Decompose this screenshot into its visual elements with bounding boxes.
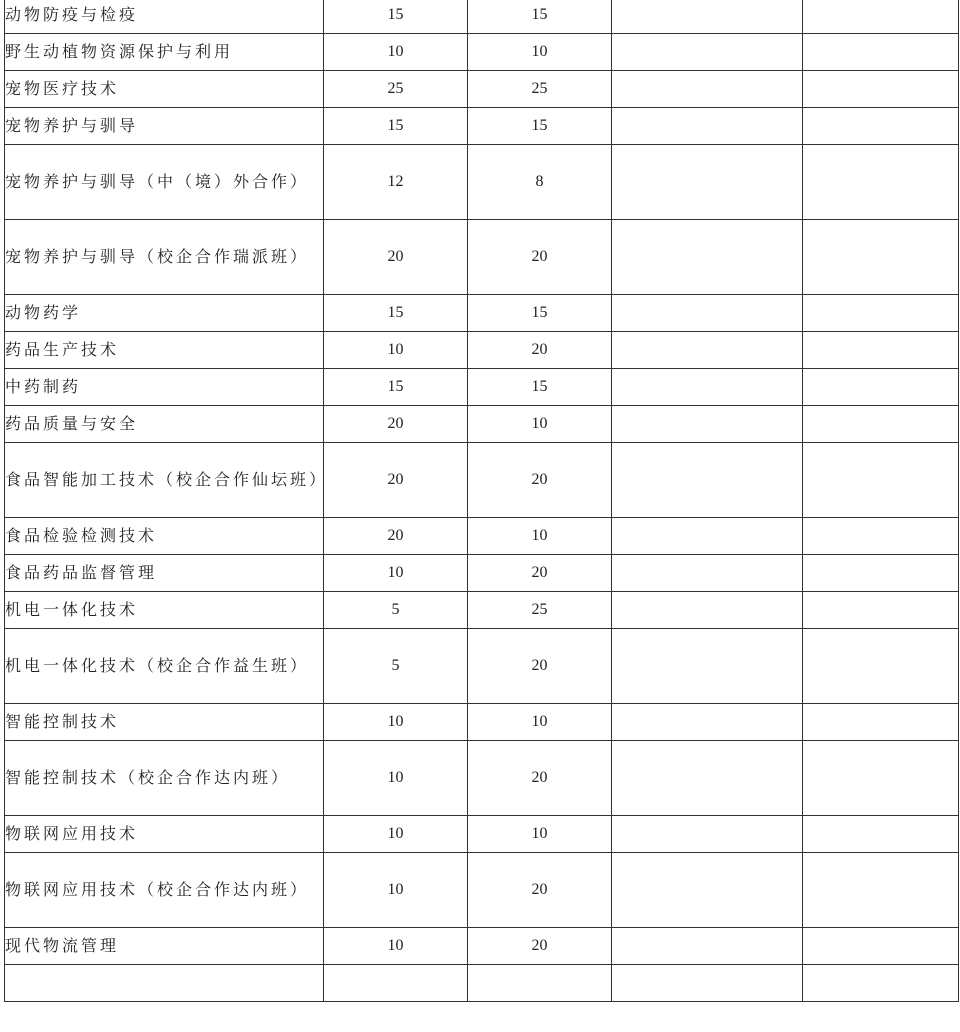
quota-cell-b: 25	[468, 71, 612, 108]
major-name-cell: 宠物养护与驯导	[5, 108, 324, 145]
quota-cell-b: 10	[468, 406, 612, 443]
table-row	[5, 145, 959, 220]
major-name-cell: 现代物流管理	[5, 928, 324, 965]
table-row	[5, 0, 959, 34]
empty-cell	[612, 816, 803, 853]
quota-cell-a: 20	[324, 443, 468, 518]
major-name-cell: 智能控制技术（校企合作达内班）	[5, 741, 324, 816]
empty-cell	[612, 965, 803, 1002]
major-name-cell: 机电一体化技术（校企合作益生班）	[5, 629, 324, 704]
quota-cell-a: 20	[324, 406, 468, 443]
quota-cell-a	[324, 965, 468, 1002]
major-name-cell: 野生动植物资源保护与利用	[5, 34, 324, 71]
quota-cell-a: 10	[324, 332, 468, 369]
empty-cell	[803, 71, 959, 108]
empty-cell	[803, 34, 959, 71]
empty-cell	[803, 332, 959, 369]
empty-cell	[612, 443, 803, 518]
table-row	[5, 629, 959, 704]
table-row	[5, 518, 959, 555]
quota-cell-b: 8	[468, 145, 612, 220]
quota-cell-a: 10	[324, 928, 468, 965]
quota-cell-b: 10	[468, 704, 612, 741]
quota-cell-b: 20	[468, 741, 612, 816]
table-row	[5, 443, 959, 518]
empty-cell	[803, 816, 959, 853]
empty-cell	[612, 332, 803, 369]
empty-cell	[612, 406, 803, 443]
enrollment-plan-table	[4, 0, 959, 1002]
table-row	[5, 220, 959, 295]
empty-cell	[612, 71, 803, 108]
empty-cell	[612, 704, 803, 741]
empty-cell	[803, 145, 959, 220]
quota-cell-a: 25	[324, 71, 468, 108]
major-name-cell: 宠物养护与驯导（校企合作瑞派班）	[5, 220, 324, 295]
quota-cell-a: 20	[324, 220, 468, 295]
quota-cell-a: 5	[324, 629, 468, 704]
table-row	[5, 34, 959, 71]
table-row	[5, 741, 959, 816]
empty-cell	[803, 555, 959, 592]
empty-cell	[803, 629, 959, 704]
quota-cell-a: 15	[324, 295, 468, 332]
empty-cell	[612, 145, 803, 220]
empty-cell	[612, 928, 803, 965]
quota-cell-b: 10	[468, 34, 612, 71]
table-row	[5, 555, 959, 592]
major-name-cell	[5, 965, 324, 1002]
enrollment-table-wrapper	[4, 0, 958, 1002]
empty-cell	[803, 965, 959, 1002]
major-name-cell: 物联网应用技术（校企合作达内班）	[5, 853, 324, 928]
quota-cell-a: 10	[324, 741, 468, 816]
quota-cell-b: 20	[468, 220, 612, 295]
quota-cell-b: 20	[468, 443, 612, 518]
empty-cell	[803, 108, 959, 145]
major-name-cell: 食品检验检测技术	[5, 518, 324, 555]
empty-cell	[803, 0, 959, 34]
empty-cell	[803, 928, 959, 965]
quota-cell-b	[468, 965, 612, 1002]
quota-cell-b: 20	[468, 332, 612, 369]
table-row	[5, 369, 959, 406]
empty-cell	[612, 518, 803, 555]
quota-cell-b: 20	[468, 853, 612, 928]
empty-cell	[612, 34, 803, 71]
table-row	[5, 71, 959, 108]
empty-cell	[612, 853, 803, 928]
major-name-cell: 机电一体化技术	[5, 592, 324, 629]
empty-cell	[803, 220, 959, 295]
table-row	[5, 704, 959, 741]
table-row	[5, 108, 959, 145]
major-name-cell: 药品质量与安全	[5, 406, 324, 443]
empty-cell	[612, 108, 803, 145]
empty-cell	[612, 741, 803, 816]
quota-cell-a: 15	[324, 108, 468, 145]
empty-cell	[803, 369, 959, 406]
major-name-cell: 食品智能加工技术（校企合作仙坛班）	[5, 443, 324, 518]
quota-cell-b: 10	[468, 518, 612, 555]
empty-cell	[612, 629, 803, 704]
empty-cell	[803, 741, 959, 816]
quota-cell-a: 10	[324, 816, 468, 853]
empty-cell	[612, 592, 803, 629]
empty-cell	[612, 295, 803, 332]
empty-cell	[803, 853, 959, 928]
empty-cell	[612, 220, 803, 295]
empty-cell	[612, 369, 803, 406]
quota-cell-b: 15	[468, 295, 612, 332]
major-name-cell: 药品生产技术	[5, 332, 324, 369]
major-name-cell: 智能控制技术	[5, 704, 324, 741]
empty-cell	[803, 704, 959, 741]
major-name-cell: 宠物养护与驯导（中（境）外合作）	[5, 145, 324, 220]
quota-cell-a: 5	[324, 592, 468, 629]
table-row	[5, 332, 959, 369]
empty-cell	[612, 0, 803, 34]
table-row	[5, 295, 959, 332]
quota-cell-b: 15	[468, 369, 612, 406]
major-name-cell: 中药制药	[5, 369, 324, 406]
quota-cell-b: 20	[468, 629, 612, 704]
empty-cell	[612, 555, 803, 592]
quota-cell-b: 15	[468, 0, 612, 34]
quota-cell-a: 10	[324, 853, 468, 928]
quota-cell-a: 10	[324, 34, 468, 71]
quota-cell-a: 10	[324, 704, 468, 741]
quota-cell-a: 15	[324, 0, 468, 34]
major-name-cell: 食品药品监督管理	[5, 555, 324, 592]
major-name-cell: 物联网应用技术	[5, 816, 324, 853]
table-row	[5, 592, 959, 629]
empty-cell	[803, 295, 959, 332]
table-row	[5, 965, 959, 1002]
table-row	[5, 816, 959, 853]
quota-cell-b: 10	[468, 816, 612, 853]
major-name-cell: 动物药学	[5, 295, 324, 332]
table-row	[5, 406, 959, 443]
major-name-cell: 动物防疫与检疫	[5, 0, 324, 34]
empty-cell	[803, 592, 959, 629]
quota-cell-a: 15	[324, 369, 468, 406]
empty-cell	[803, 443, 959, 518]
quota-cell-a: 10	[324, 555, 468, 592]
quota-cell-b: 20	[468, 555, 612, 592]
empty-cell	[803, 518, 959, 555]
major-name-cell: 宠物医疗技术	[5, 71, 324, 108]
table-row	[5, 928, 959, 965]
empty-cell	[803, 406, 959, 443]
quota-cell-a: 12	[324, 145, 468, 220]
quota-cell-a: 20	[324, 518, 468, 555]
table-row	[5, 853, 959, 928]
quota-cell-b: 15	[468, 108, 612, 145]
quota-cell-b: 20	[468, 928, 612, 965]
quota-cell-b: 25	[468, 592, 612, 629]
